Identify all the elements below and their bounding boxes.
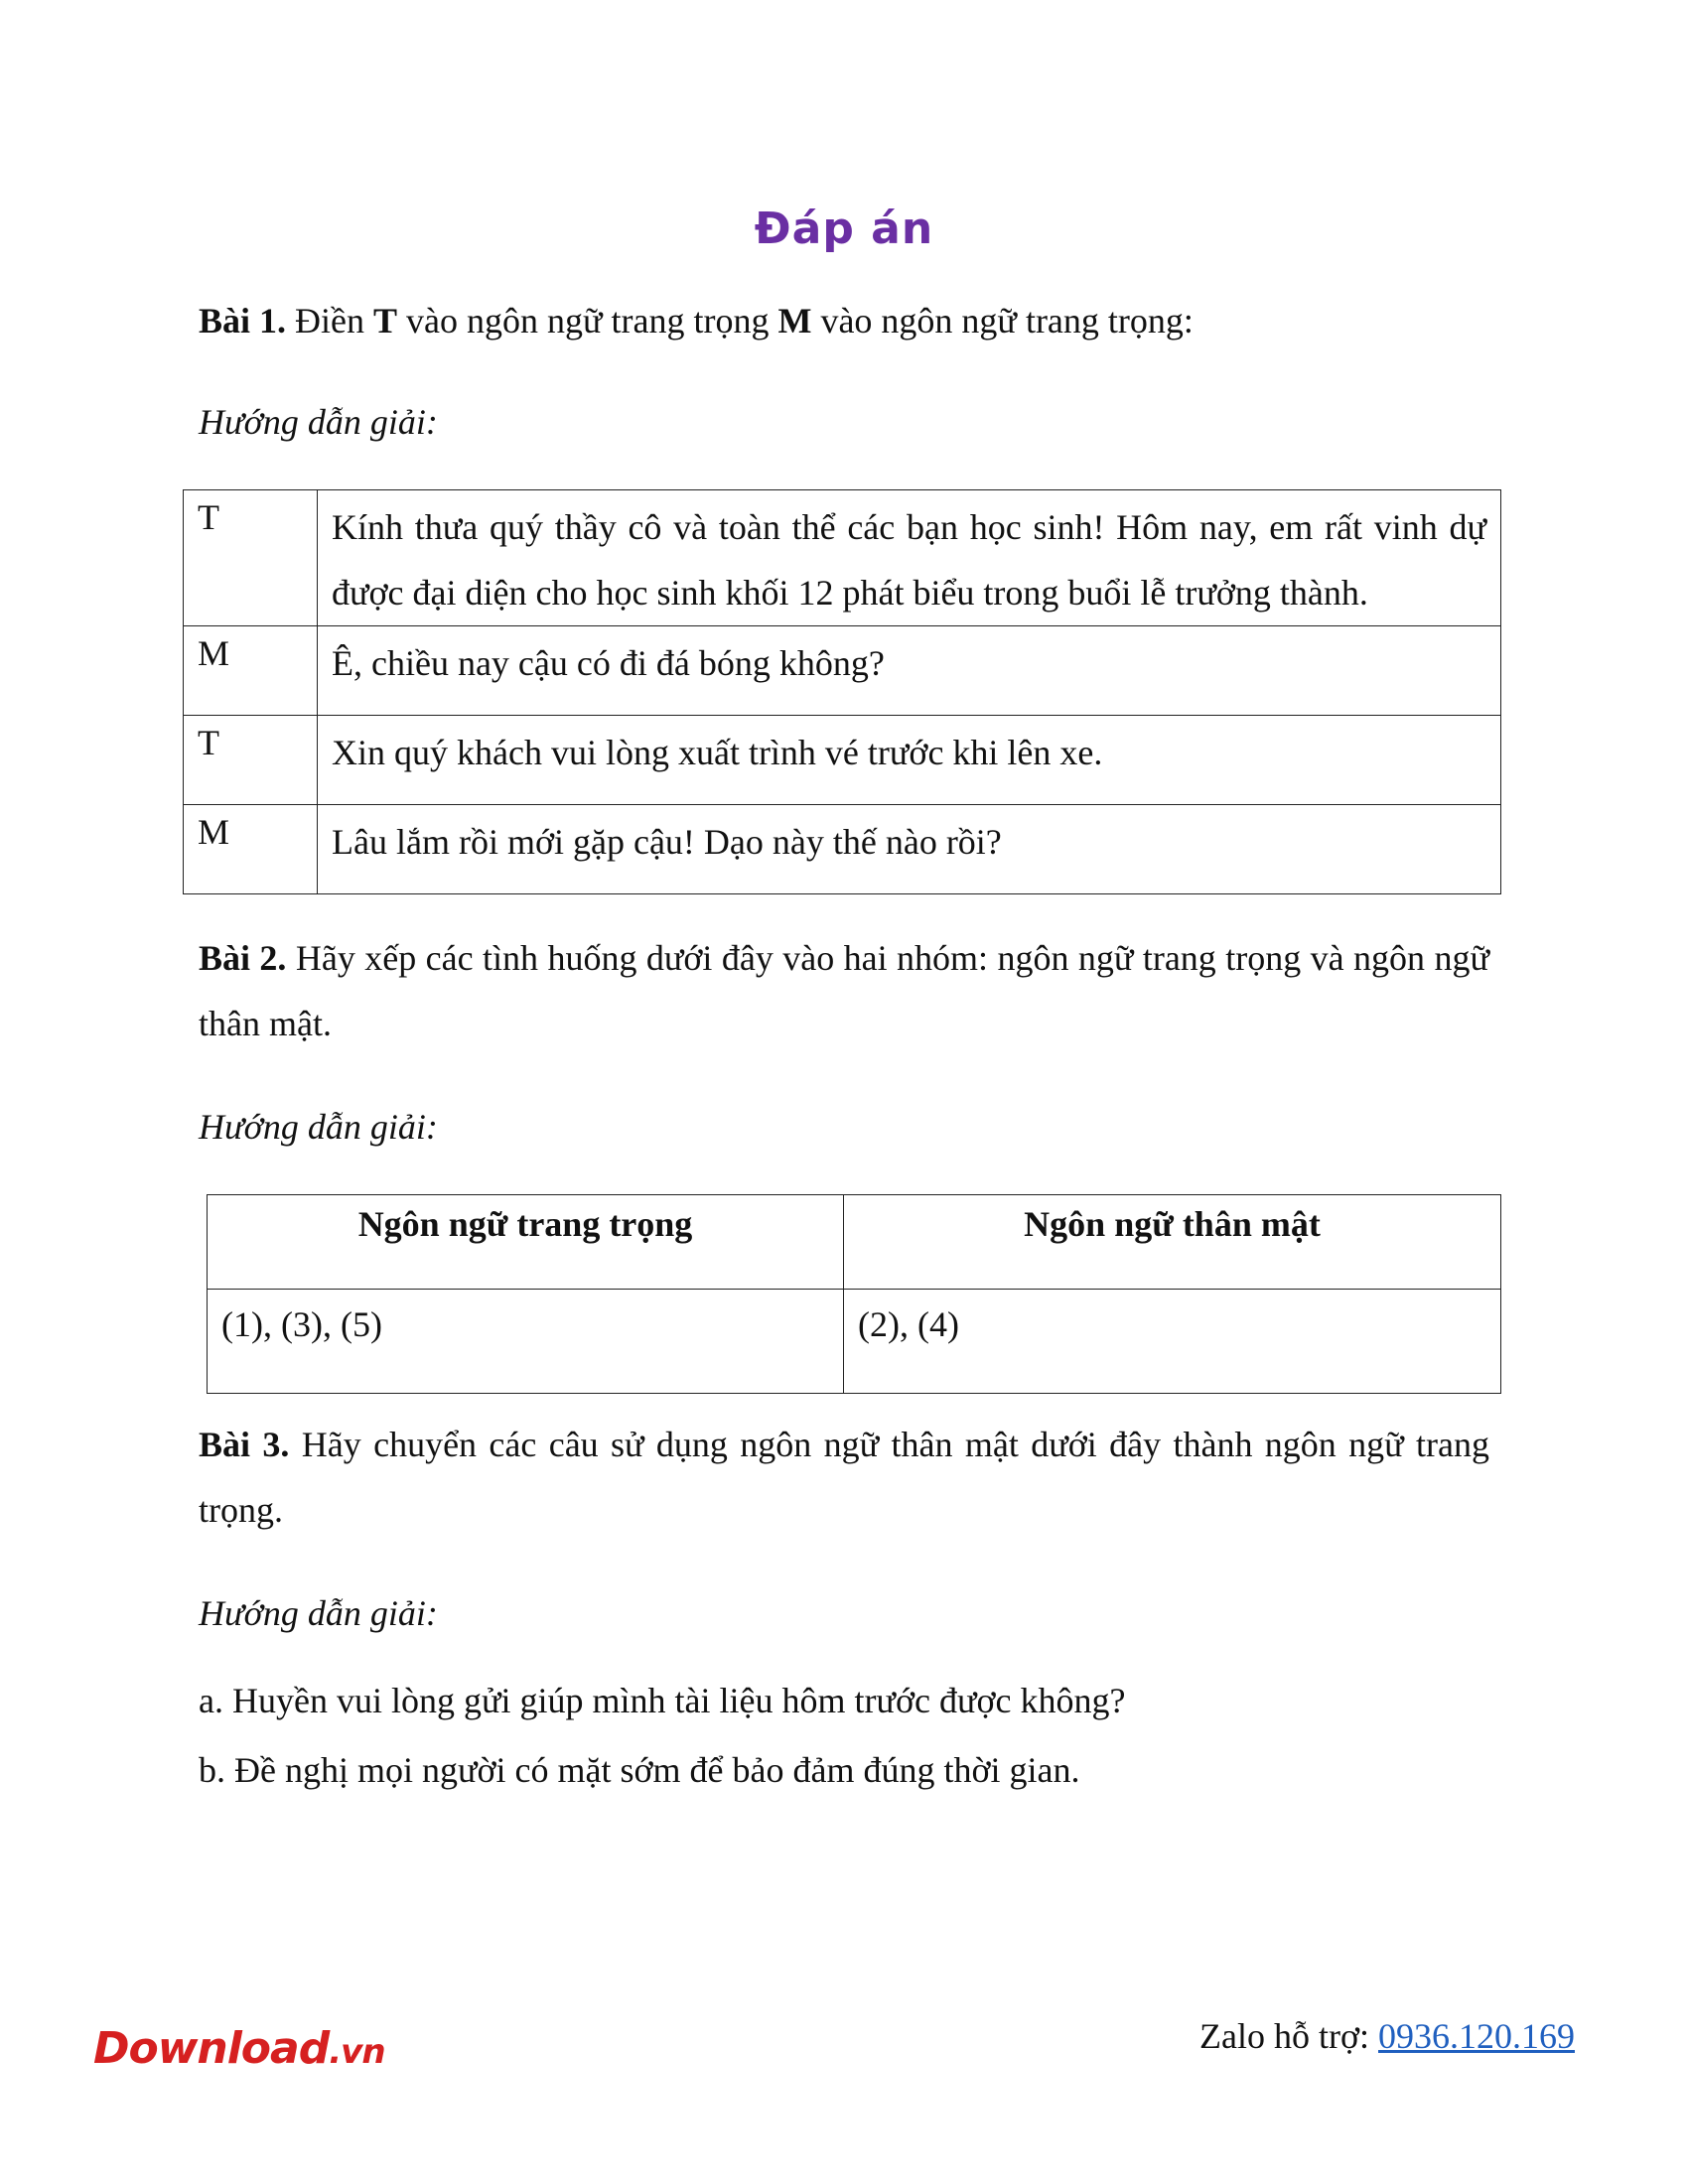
bai2-text: Hãy xếp các tình huống dưới đây vào hai nhóm: ngôn ngữ trang trọng và ngôn ngữ thân mật.	[199, 938, 1489, 1043]
bai1-question	[199, 288, 1489, 353]
row-code: M	[184, 626, 318, 716]
bai3-guide-label: Hướng dẫn giải:	[199, 1593, 438, 1633]
zalo-support	[1199, 2015, 1575, 2057]
bai1-bold-t: T	[373, 301, 398, 341]
logo-suffix-text: .vn	[329, 2032, 385, 2072]
row-text: Lâu lắm rồi mới gặp cậu! Dạo này thế nào rồi?	[318, 805, 1501, 894]
cell-formal: (1), (3), (5)	[208, 1290, 844, 1394]
logo-main-text: Download	[93, 2023, 330, 2074]
table-row	[184, 490, 1501, 626]
row-code: T	[184, 490, 318, 626]
zalo-label: Zalo hỗ trợ:	[1199, 2016, 1378, 2056]
bai3-answer-a: a. Huyền vui lòng gửi giúp mình tài liệu hôm trước được không?	[199, 1681, 1126, 1720]
page-title: Đáp án	[754, 204, 934, 254]
bai3-label: Bài 3.	[199, 1425, 290, 1464]
bai1-text-2: vào ngôn ngữ trang trọng	[397, 301, 778, 341]
row-text: Ê, chiều nay cậu có đi đá bóng không?	[318, 626, 1501, 716]
row-text: Kính thưa quý thầy cô và toàn thể các bạn học sinh! Hôm nay, em rất vinh dự được đại diện cho học sinh khối 12 phát biểu trong buổi lễ trưởng thành.	[318, 490, 1501, 626]
bai2-answer-table	[207, 1194, 1501, 1394]
bai1-bold-m: M	[777, 301, 812, 341]
download-logo[interactable]	[93, 2023, 385, 2074]
table-row	[184, 716, 1501, 805]
header-informal: Ngôn ngữ thân mật	[844, 1195, 1501, 1290]
bai1-label: Bài 1.	[199, 301, 287, 341]
bai1-answer-table	[183, 489, 1501, 894]
bai3-answer-b: b. Đề nghị mọi người có mặt sớm để bảo đảm đúng thời gian.	[199, 1750, 1080, 1790]
row-text: Xin quý khách vui lòng xuất trình vé trước khi lên xe.	[318, 716, 1501, 805]
bai2-question	[199, 925, 1489, 1056]
row-code: M	[184, 805, 318, 894]
zalo-phone-link[interactable]: 0936.120.169	[1378, 2016, 1575, 2056]
table-row	[208, 1290, 1501, 1394]
bai1-text-1: Điền	[286, 301, 373, 341]
bai2-guide-label: Hướng dẫn giải:	[199, 1107, 438, 1147]
bai2-label: Bài 2.	[199, 938, 287, 978]
bai3-text: Hãy chuyển các câu sử dụng ngôn ngữ thân mật dưới đây thành ngôn ngữ trang trọng.	[199, 1425, 1490, 1530]
bai3-question	[199, 1412, 1489, 1543]
bai1-guide-label: Hướng dẫn giải:	[199, 402, 438, 442]
cell-informal: (2), (4)	[844, 1290, 1501, 1394]
table-row	[184, 805, 1501, 894]
table-row	[184, 626, 1501, 716]
header-formal: Ngôn ngữ trang trọng	[208, 1195, 844, 1290]
table-header-row	[208, 1195, 1501, 1290]
bai1-text-3: vào ngôn ngữ trang trọng:	[811, 301, 1194, 341]
row-code: T	[184, 716, 318, 805]
